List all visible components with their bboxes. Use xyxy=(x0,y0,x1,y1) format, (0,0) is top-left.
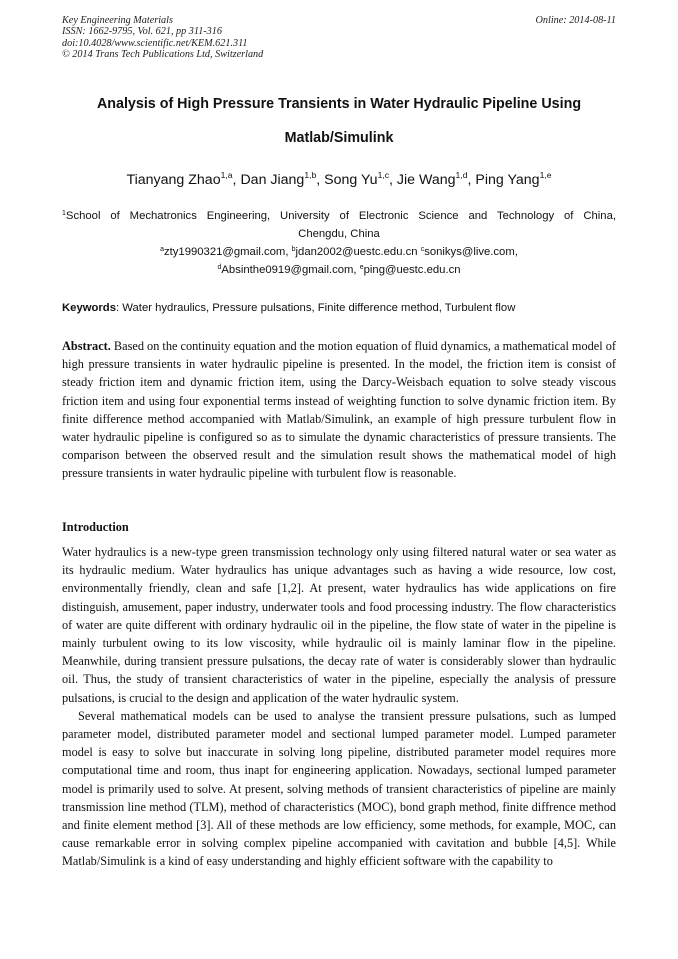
email-line-2: $^d$Absinthe0919@gmail.com, $^e$ping@uestc.edu.cn xyxy=(217,264,461,276)
affiliation-line-2: Chengdu, China xyxy=(298,228,380,240)
paper-title-line-1: Analysis of High Pressure Transients in Water Hydraulic Pipeline Using xyxy=(96,96,582,112)
author-superscript: 1,d xyxy=(455,170,468,180)
affiliation-line-1 xyxy=(62,210,616,222)
author-name: Tianyang Zhao xyxy=(126,172,221,188)
author-separator: , xyxy=(389,172,397,188)
email-a[interactable]: zty1990321@gmail.com, xyxy=(163,246,292,258)
email-d[interactable]: Absinthe0919@gmail.com, xyxy=(221,264,360,276)
author-name: Jie Wang xyxy=(396,172,456,188)
introduction-body xyxy=(62,543,616,871)
author-name: Song Yu xyxy=(324,172,378,188)
author-superscript: 1,b xyxy=(304,170,317,180)
author-name: Dan Jiang xyxy=(240,172,305,188)
abstract-text: Based on the continuity equation and the motion equation of fluid dynamics, a mathematical model of high pressure transients in water hydraulic pipeline is presented. In the model, the friction item is consist of steady friction item and dynamic friction item, using the Darcy-Weisbach equation to solve steady viscous friction item and using four exponential terms instead of weighting function to solve dynamic friction item. By finite difference method accompanied with Matlab/Simulink, an example of high pressure turbulent flow in water hydraulic pipeline is configured so as to simulate the dynamic characteristics of pressure transients. The comparison between the observed result and the simulation result shows the mathematical model of high pressure transients in water hydraulic pipeline with turbulent flow is reasonable. xyxy=(62,339,616,481)
email-c[interactable]: sonikys@live.com, xyxy=(424,246,518,258)
author-list xyxy=(40,172,638,188)
keywords-label: Keywords xyxy=(62,302,116,314)
author-separator: , xyxy=(467,172,476,188)
paper-title-line-2: Matlab/Simulink xyxy=(284,130,394,146)
abstract-paragraph xyxy=(62,337,616,483)
affiliation-text: School of Mechatronics Engineering, University of Electronic Science and Technology of China, xyxy=(65,210,616,222)
intro-paragraph-2: Several mathematical models can be used to analyse the transient pressure pulsations, such as lumped parameter model, distributed parameter model and sectional lumped parameter model. Lumped parameter model is easy to solve but inaccurate in solving long pipeline, distributed parameter model requires more computational time and room, thus inapt for engineering application. Nowadays, sectional lumped parameter model is primarily used to solve. At present, solving methods of transient characteristics of pipeline are mainly transmission line method (TLM), method of characteristics (MOC), bond graph method, finite diffrence method and finite element method [3]. All of these methods are low efficiency, some methods, for example, MOC, can cause remarkable error in solving complex pipeline accompanied with cavitation and bubble [4,5]. While Matlab/Simulink is a kind of easy understanding and highly efficient software with the capability to xyxy=(62,708,616,869)
journal-name: Key Engineering Materials xyxy=(62,15,173,26)
doi-line: doi:10.4028/www.scientific.net/KEM.621.311 xyxy=(62,37,248,49)
copyright-line: © 2014 Trans Tech Publications Ltd, Switzerland xyxy=(62,48,264,60)
journal-header xyxy=(62,15,616,60)
introduction-heading: Introduction xyxy=(62,520,129,534)
issn-line: ISSN: 1662-9795, Vol. 621, pp 311-316 xyxy=(62,26,222,38)
author-separator: , xyxy=(316,172,325,188)
author-name: Ping Yang xyxy=(475,172,540,188)
online-date: Online: 2014-08-11 xyxy=(535,15,616,26)
email-e[interactable]: ping@uestc.edu.cn xyxy=(363,264,461,276)
email-line-1: $^a$zty1990321@gmail.com, $^b$jdan2002@uestc.edu.cn $^c$sonikys@live.com, xyxy=(160,246,518,258)
author-superscript: 1,c xyxy=(377,170,390,180)
intro-paragraph-1: Water hydraulics is a new-type green transmission technology only using filtered natural water or sea water as its hydraulic medium. Water hydraulics has unique advantages such as having a wide resource, low cost, environmentally friendly, clean and safe [1,2]. At present, water hydraulics has wide applications on fire distinguish, amusement, paper industry, underwater tools and food processing industry. The flow characteristics of water are quite different with ordinary hydraulic oil in the pipeline, the flow state of water in the pipeline is mainly turbulent owing to its low viscosity, while hydraulic oil is mainly laminar flow in the pipeline. Meanwhile, during transient pressure pulsations, the decay rate of water is considerably slower than hydraulic oil. Thus, the study of transient characteristics of water in the pipeline, especially the analysis of pressure pulsations, is crucial to the design and application of the water hydraulic system. xyxy=(62,545,616,705)
affiliation-superscript: 1 xyxy=(62,210,66,217)
abstract-label: Abstract. xyxy=(62,339,111,353)
keywords-line xyxy=(62,302,616,314)
keywords-text: : Water hydraulics, Pressure pulsations, Finite difference method, Turbulent flow xyxy=(116,302,516,314)
author-superscript: 1,e xyxy=(539,170,552,180)
author-separator: , xyxy=(232,172,241,188)
author-superscript: 1,a xyxy=(220,170,233,180)
email-b[interactable]: jdan2002@uestc.edu.cn xyxy=(295,246,421,258)
